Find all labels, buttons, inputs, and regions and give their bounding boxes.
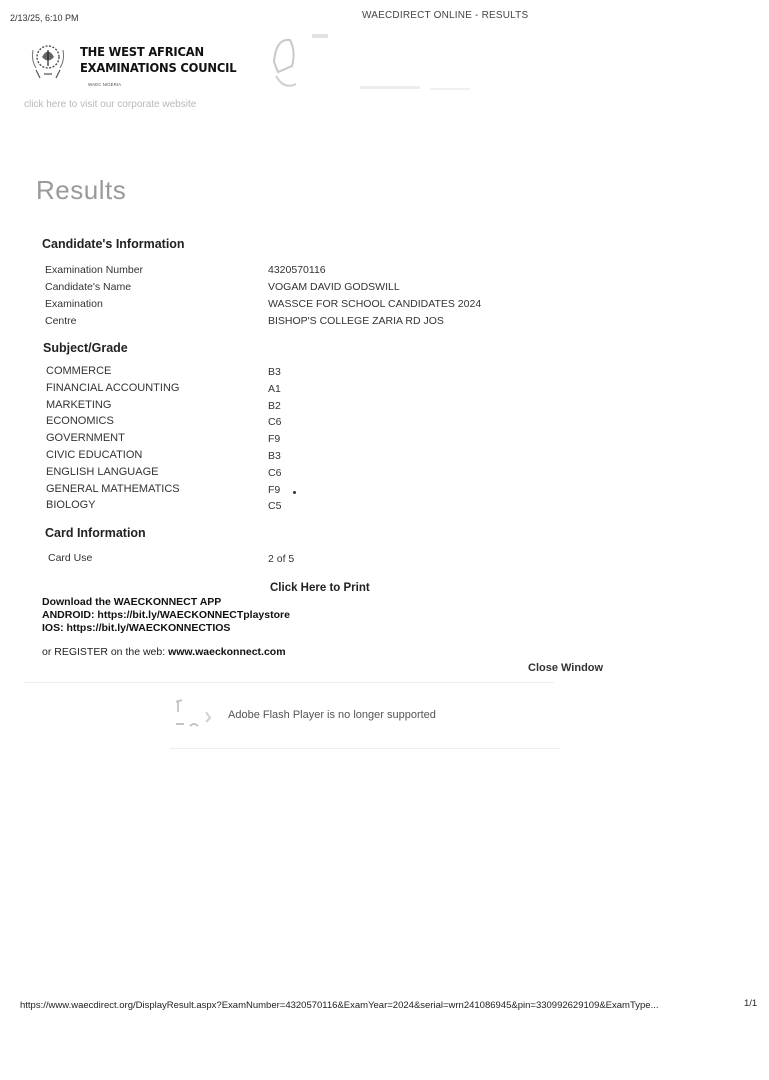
missing-plugin-icon [170,694,214,734]
council-name-line2: EXAMINATIONS COUNCIL [80,60,237,75]
candidate-info-heading: Candidate's Information [42,237,185,251]
subject-name: CIVIC EDUCATION [46,449,143,461]
subject-name: MARKETING [46,399,112,411]
divider [170,748,560,749]
candidate-name-label: Candidate's Name [45,281,132,293]
print-datetime: 2/13/25, 6:10 PM [10,13,79,23]
subject-grade: C6 [268,467,282,479]
subject-name: GOVERNMENT [46,432,125,444]
subject-grade: A1 [268,383,281,395]
subject-grade: B3 [268,450,281,462]
subject-name: ECONOMICS [46,415,114,427]
council-motto: WAEC NIGERIA [88,82,122,87]
page-title: Results [36,175,127,205]
exam-number-value: 4320570116 [268,264,326,276]
divider [24,682,554,683]
subject-grade: B3 [268,366,281,378]
close-window-link[interactable]: Close Window [528,662,604,674]
examination-value: WASSCE FOR SCHOOL CANDIDATES 2024 [268,298,482,310]
scan-speck [293,491,296,494]
subject-grade: F9 [268,484,281,496]
flash-unsupported-message: Adobe Flash Player is no longer supported [228,709,436,721]
card-use-value: 2 of 5 [268,553,295,565]
subject-name: COMMERCE [46,365,112,377]
exam-number-label: Examination Number [45,264,144,276]
ios-app-link[interactable]: IOS: https://bit.ly/WAECKONNECTIOS [42,622,231,634]
council-name-line1: THE WEST AFRICAN [80,44,204,59]
examination-label: Examination [45,298,103,310]
subject-grade: C6 [268,416,282,428]
subject-name: FINANCIAL ACCOUNTING [46,382,180,394]
subject-name: BIOLOGY [46,499,96,511]
card-info-heading: Card Information [45,526,146,540]
register-web-link[interactable]: www.waeckonnect.com [168,646,286,658]
subject-name: GENERAL MATHEMATICS [46,483,180,495]
candidate-name-value: VOGAM DAVID GODSWILL [268,281,400,293]
android-app-link[interactable]: ANDROID: https://bit.ly/WAECKONNECTplaystore [42,609,290,621]
subject-grade: C5 [268,500,282,512]
corporate-website-link[interactable]: click here to visit our corporate website [24,99,197,110]
print-link[interactable]: Click Here to Print [270,582,370,594]
subject-grade-heading: Subject/Grade [43,341,128,355]
council-name [80,44,236,76]
app-download-title: Download the WAECKONNECT APP [42,596,222,608]
register-line [42,646,286,658]
card-use-label: Card Use [48,552,93,564]
footer-url: https://www.waecdirect.org/DisplayResult.aspx?ExamNumber=4320570116&ExamYear=2024&serial=wrn241086945&pin=330992629109&ExamType... [20,1000,659,1011]
footer-page-number: 1/1 [744,998,758,1009]
header-banner-image [270,32,480,94]
subject-name: ENGLISH LANGUAGE [46,466,159,478]
subject-grade: B2 [268,400,281,412]
waec-logo-icon [30,40,70,84]
subject-grade: F9 [268,433,281,445]
print-page-title: WAECDIRECT ONLINE - RESULTS [362,10,529,21]
centre-label: Centre [45,315,77,327]
register-prefix: or REGISTER on the web: [42,646,166,658]
centre-value: BISHOP'S COLLEGE ZARIA RD JOS [268,315,444,327]
